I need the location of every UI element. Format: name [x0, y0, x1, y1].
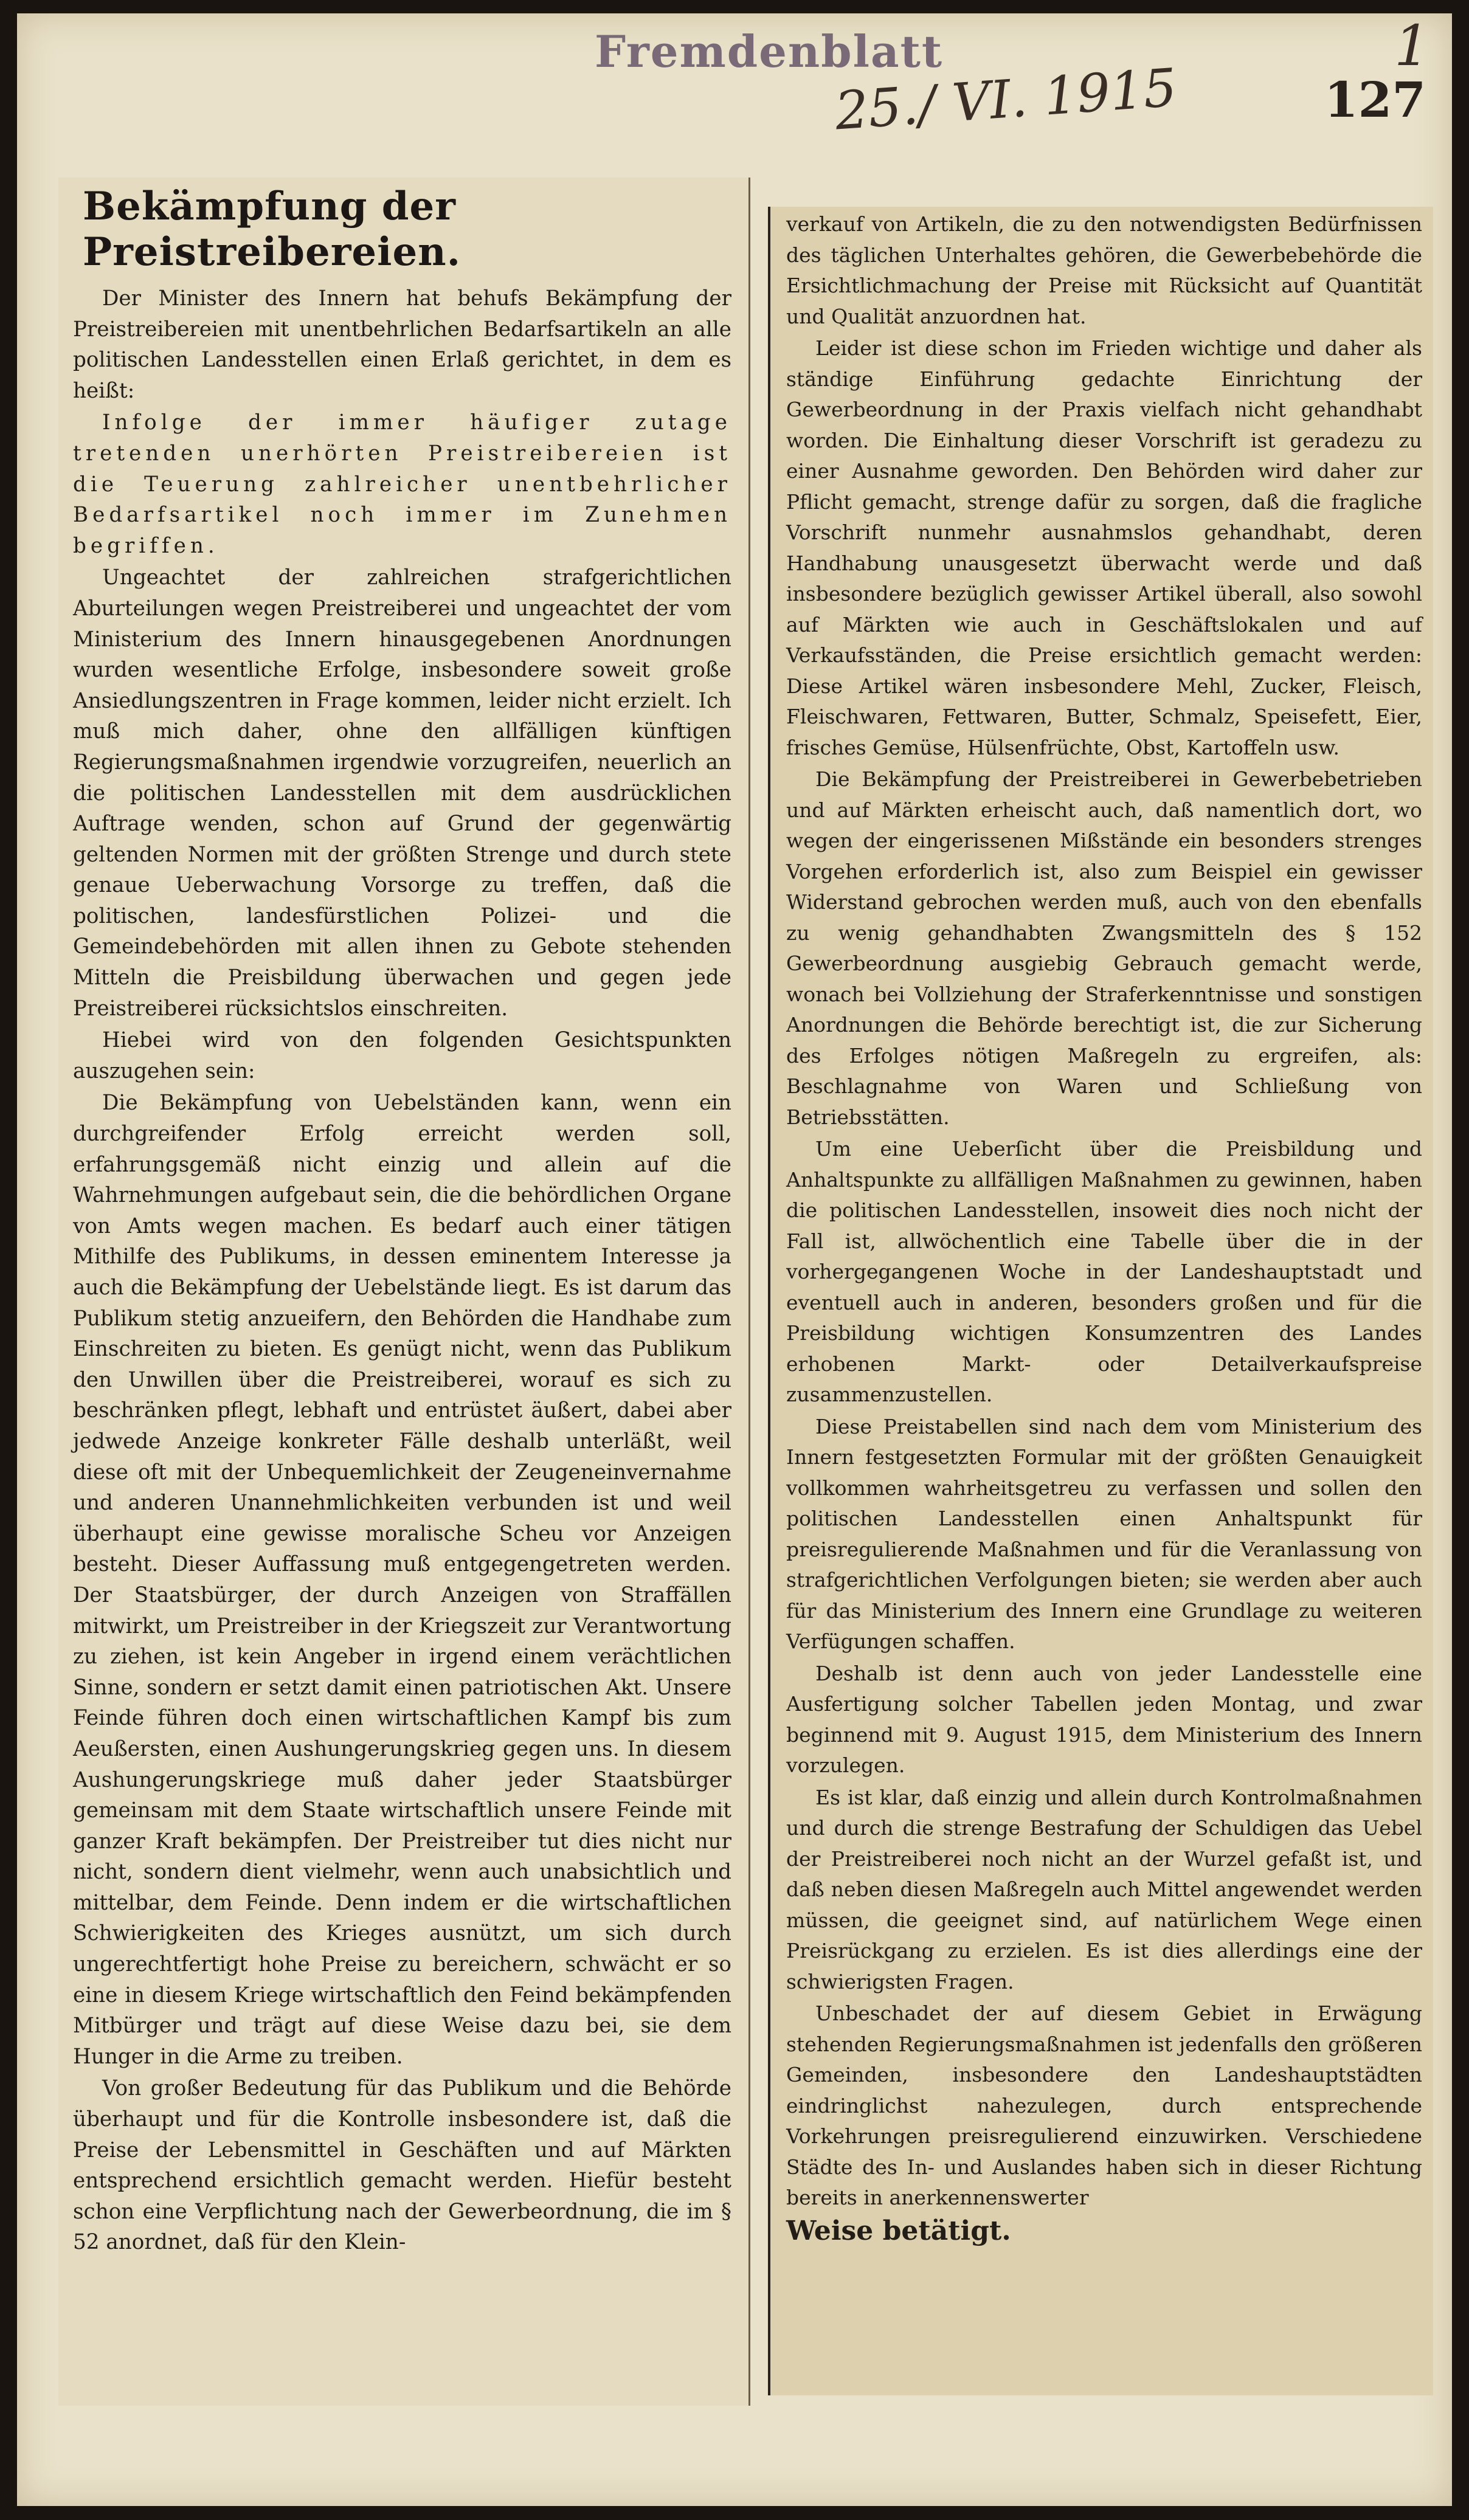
clipping-left-column [58, 178, 750, 2406]
article-headline: Bekämpfung der Preistreibereien. [83, 184, 461, 275]
paragraph: Um eine Ueberſicht über die Preisbildung und Anhaltspunkte zu allfälligen Maßnahmen zu gewinnen, haben die politischen Landesstellen, insoweit dies noch nicht der Fall ist, allwöchentlich eine Tabelle über die in der vorhergegangenen Woche in der Landeshauptstadt und eventuell auch in anderen, besonders großen und für die Preisbildung wichtigen Konsumzentren des Landes erhobenen Markt- oder Detailverkaufspreise zusammenzustellen. [786, 1137, 1422, 1406]
paragraph: Die Bekämpfung der Preistreiberei in Gewerbebetrieben und auf Märkten erheischt auch, daß namentlich dort, wo wegen der eingerissenen Mißstände ein besonders strenges Vorgehen erforderlich ist, also zum Beispiel ein gewisser Widerstand gebrochen werden muß, auch von den ebenfalls zu wenig gehandhabten Zwangsmitteln des § 152 Gewerbeordnung ausgiebig Gebrauch gemacht werde, wonach bei Vollziehung der Straferkenntnisse und sonstigen Anordnungen die Behörde berechtigt ist, die zur Sicherung des Erfolges nötigen Maßregeln zu ergreifen, als: Beschlagnahme von Waren und Schließung von Betriebsstätten. [786, 767, 1422, 1129]
archive-sheet [17, 13, 1452, 2506]
newspaper-source-stamp: Fremdenblatt [595, 26, 944, 77]
clipping-right-column [768, 207, 1433, 2395]
paragraph: Infolge der immer häufiger zutage tretenden unerhörten Preistreibereien ist die Teuerung zahlreicher unentbehrlicher Bedarfsartikel noch immer im Zunehmen begriffen. [73, 410, 731, 558]
right-column-text [770, 207, 1433, 2246]
closing-line: Weise betätigt. [786, 2215, 1011, 2246]
paragraph: Deshalb ist denn auch von jeder Landesstelle eine Ausfertigung solcher Tabellen jeden Montag, und zwar beginnend mit 9. August 1915, dem Ministerium des Innern vorzulegen. [786, 1661, 1422, 1777]
paragraph: Leider ist diese schon im Frieden wichtige und daher als ständige Einführung gedachte Einrichtung der Gewerbeordnung in der Praxis vielfach nicht gehandhabt worden. Die Einhaltung dieser Vorschrift ist geradezu zu einer Ausnahme geworden. Den Behörden wird daher zur Pflicht gemacht, strenge dafür zu sorgen, daß die fragliche Vorschrift nunmehr ausnahmslos gehandhabt, deren Handhabung unausgesetzt überwacht werde und daß insbesondere bezüglich gewisser Artikel überall, also sowohl auf Märkten wie auch in Geschäftslokalen und auf Verkaufsständen, die Preise ersichtlich gemacht werden: Diese Artikel wären insbesondere Mehl, Zucker, Fleisch, Fleischwaren, Fettwaren, Butter, Schmalz, Speisefett, Eier, frisches Gemüse, Hülsenfrüchte, Obst, Kartoffeln usw. [786, 336, 1422, 759]
paragraph: Diese Preistabellen sind nach dem vom Ministerium des Innern festgesetzten Formular mit der größten Genauigkeit vollkommen wahrheitsgetreu zu verfassen und sollen den politischen Landesstellen einen Anhaltspunkt für preisregulierende Maßnahmen und für die Veranlassung von strafgerichtlichen Verfolgungen bieten; sie werden aber auch für das Ministerium des Innern eine Grundlage zu weiteren Verfügungen schaffen. [786, 1414, 1422, 1653]
paragraph: Es ist klar, daß einzig und allein durch Kontrolmaßnahmen und durch die strenge Bestrafung der Schuldigen das Uebel der Preistreiberei noch nicht an der Wurzel gefaßt ist, und daß neben diesen Maßregeln auch Mittel angewendet werden müssen, die geeignet sind, auf natürlichem Wege einen Preisrückgang zu erzielen. Es ist dies allerdings eine der schwierigsten Fragen. [786, 1785, 1422, 1994]
paragraph: Hiebei wird von den folgenden Gesichtspunkten auszugehen sein: [73, 1028, 731, 1083]
handwritten-date: 25./ VI. 1915 [833, 57, 1179, 142]
paragraph: Unbeschadet der auf diesem Gebiet in Erwägung stehenden Regierungsmaßnahmen ist jedenfalls den größeren Gemeinden, insbesondere den Landeshauptstädten eindringlichst nahezulegen, durch entsprechende Vorkehrungen preisregulierend einzuwirken. Verschiedene Städte des In- und Auslandes haben sich in dieser Richtung bereits in anerkennenswerter [786, 2001, 1422, 2209]
paragraph: Die Bekämpfung von Uebelständen kann, wenn ein durchgreifender Erfolg erreicht werden soll, erfahrungsgemäß nicht einzig und allein auf die Wahrnehmungen aufgebaut sein, die die behördlichen Organe von Amts wegen machen. Es bedarf auch einer tätigen Mithilfe des Publikums, in dessen eminentem Interesse ja auch die Bekämpfung der Uebelstände liegt. Es ist darum das Publikum stetig anzueifern, den Behörden die Handhabe zum Einschreiten zu bieten. Es genügt nicht, wenn das Publikum den Unwillen über die Preistreiberei, worauf es sich zu beschränken pflegt, lebhaft und entrüstet äußert, dabei aber jedwede Anzeige konkreter Fälle deshalb unterläßt, weil diese oft mit der Unbequemlichkeit der Zeugeneinvernahme und anderen Unannehmlichkeiten verbunden ist und weil überhaupt eine gewisse moralische Scheu vor Anzeigen besteht. Dieser Auffassung muß entgegengetreten werden. Der Staatsbürger, der durch Anzeigen von Straffällen mitwirkt, um Preistreiber in der Kriegszeit zur Verantwortung zu ziehen, ist kein Angeber in irgend einem verächtlichen Sinne, sondern er setzt damit einen patriotischen Akt. Unsere Feinde führen doch einen wirtschaftlichen Kampf bis zum Aeußersten, einen Aushungerungskrieg gegen uns. In diesem Aushungerungskriege muß daher jeder Staatsbürger gemeinsam mit dem Staate wirtschaftlich unsere Feinde mit ganzer Kraft bekämpfen. Der Preistreiber tut dies nicht nur nicht, sondern dient vielmehr, wenn auch unabsichtlich und mittelbar, dem Feinde. Denn indem er die wirtschaftlichen Schwierigkeiten des Krieges ausnützt, um sich durch ungerechtfertigt hohe Preise zu bereichern, schwächt er so eine in diesem Kriege wirtschaftlich den Feind bekämpfenden Mitbürger und trägt auf diese Weise dazu bei, sie dem Hunger in die Arme zu treiben. [73, 1091, 731, 2069]
sheet-header [17, 13, 1452, 171]
paragraph: Von großer Bedeutung für das Publikum und die Behörde überhaupt und für die Kontrolle insbesondere ist, daß die Preise der Lebensmittel in Geschäften und auf Märkten entsprechend ersichtlich gemacht werden. Hiefür besteht schon eine Verpflichtung nach der Gewerbeordnung, die im § 52 anordnet, daß für den Klein- [73, 2076, 731, 2255]
paragraph: verkauf von Artikeln, die zu den notwendigsten Bedürfnissen des täglichen Unterhaltes gehören, die Gewerbebehörde die Ersichtlichmachung der Preise mit Rücksicht auf Quantität und Qualität anzuordnen hat. [786, 212, 1422, 328]
page-number: 127 [1324, 71, 1426, 128]
paragraph: Der Minister des Innern hat behufs Bekämpfung der Preistreibereien mit unentbehrlichen Bedarfsartikeln an alle politischen Landesstellen einen Erlaß gerichtet, in dem es heißt: [73, 286, 731, 403]
paragraph: Ungeachtet der zahlreichen strafgerichtlichen Aburteilungen wegen Preistreiberei und ungeachtet der vom Ministerium des Innern hinausgegebenen Anordnungen wurden wesentliche Erfolge, insbesondere soweit große Ansiedlungszentren in Frage kommen, leider nicht erzielt. Ich muß mich daher, ohne den allfälligen künftigen Regierungsmaßnahmen irgendwie vorzugreifen, neuerlich an die politischen Landesstellen mit dem ausdrücklichen Auftrage wenden, schon auf Grund der gegenwärtig geltenden Normen mit der größten Strenge und durch stete genaue Ueberwachung Vorsorge zu treffen, daß die politischen, landesfürstlichen Polizei- und die Gemeindebehörden mit allen ihnen zu Gebote stehenden Mitteln die Preisbildung überwachen und gegen jede Preistreiberei rücksichtslos einschreiten. [73, 565, 731, 1021]
handwritten-mark: 1 [1394, 13, 1430, 78]
left-column-text [58, 283, 748, 2258]
